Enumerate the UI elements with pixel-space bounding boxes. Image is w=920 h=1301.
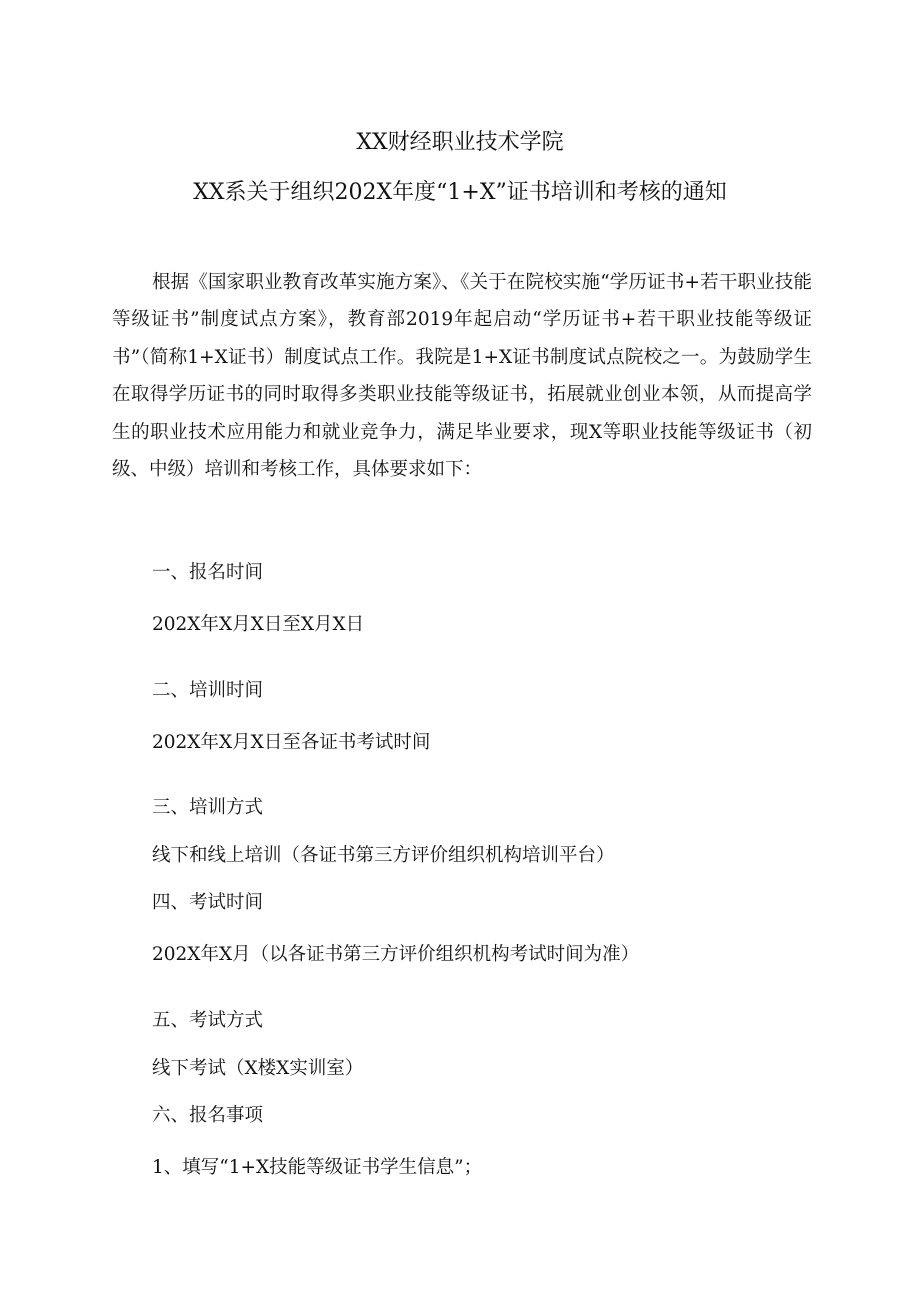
- section-heading-registration-time: 一、报名时间: [152, 562, 264, 583]
- section-content-training-method: 线下和线上培训（各证书第三方评价组织机构培训平台）: [152, 845, 615, 866]
- section-content-exam-method: 线下考试（X楼X实训室）: [152, 1058, 364, 1079]
- section-heading-training-method: 三、培训方式: [152, 797, 264, 818]
- section-heading-exam-time: 四、考试时间: [152, 892, 264, 913]
- section-heading-training-time: 二、培训时间: [152, 680, 264, 701]
- section-content-registration-time: 202X年X月X日至X月X日: [152, 614, 365, 635]
- section-heading-exam-method: 五、考试方式: [152, 1010, 264, 1031]
- section-heading-registration-items: 六、报名事项: [152, 1105, 264, 1126]
- intro-paragraph: 根据《国家职业教育改革实施方案》、《关于在院校实施“学历证书+若干职业技能等级证书”制度试点方案》，教育部2019年起启动“学历证书+若干职业技能等级证书”（简称1+X证书）制度试点工作。我院是1+X证书制度试点院校之一。为鼓励学生在取得学历证书的同时取得多类职业技能等级证书，拓展就业创业本领，从而提高学生的职业技术应用能力和就业竞争力，满足毕业要求，现X等职业技能等级证书（初级、中级）培训和考核工作，具体要求如下：: [112, 272, 812, 481]
- section-content-exam-time: 202X年X月（以各证书第三方评价组织机构考试时间为准）: [152, 944, 640, 965]
- section-content-training-time: 202X年X月X日至各证书考试时间: [152, 732, 431, 753]
- section-content-registration-items: 1、填写“1+X技能等级证书学生信息”；: [152, 1157, 483, 1178]
- school-title: XX财经职业技术学院: [356, 130, 564, 155]
- notice-title: XX系关于组织202X年度“1+X”证书培训和考核的通知: [193, 180, 727, 205]
